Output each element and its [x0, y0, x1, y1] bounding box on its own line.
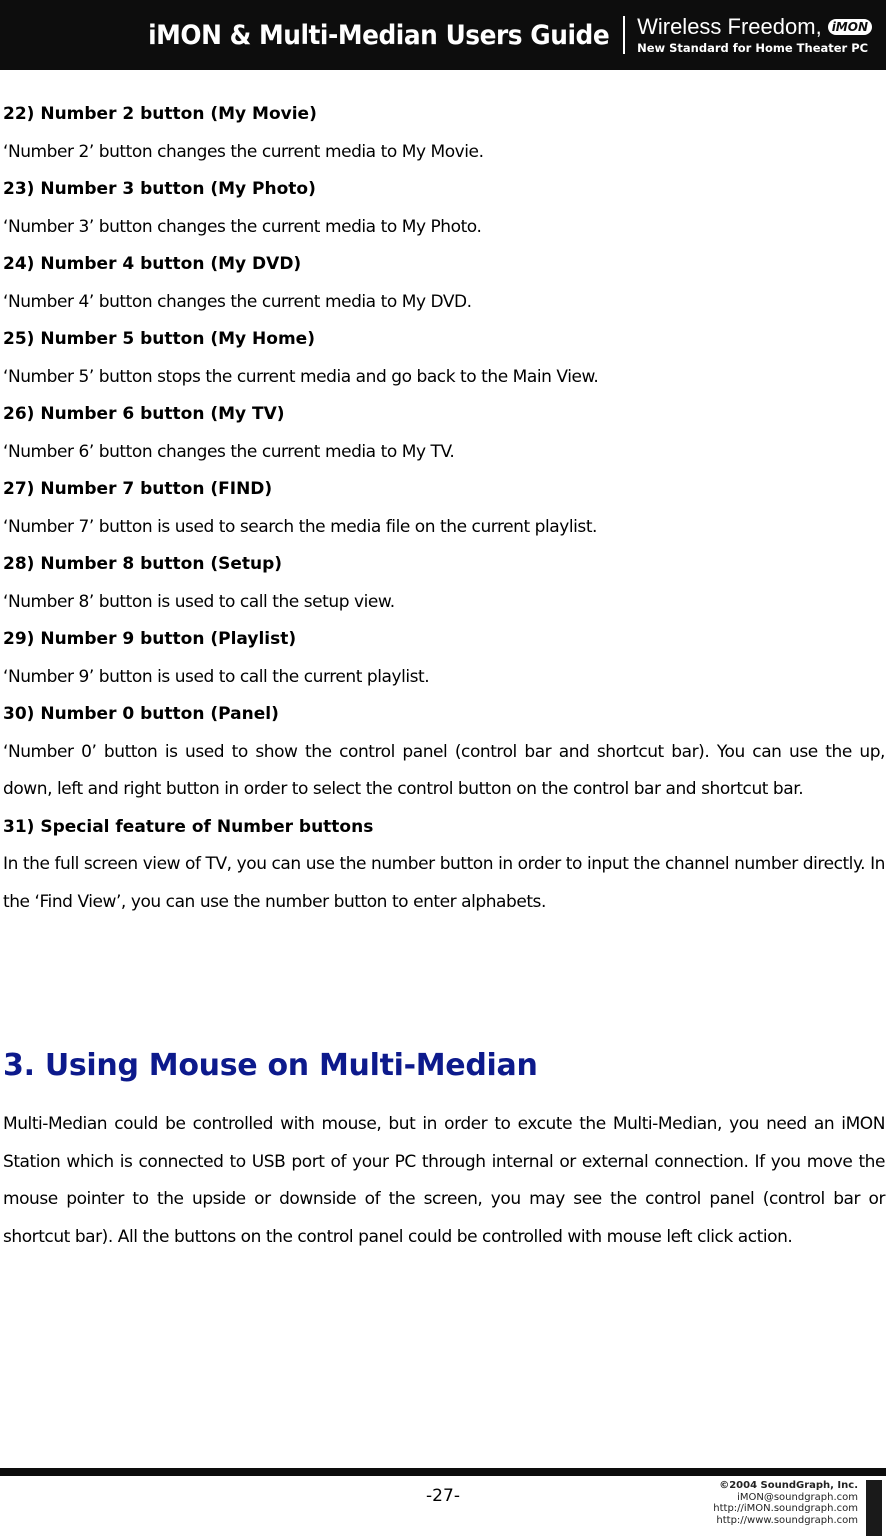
footer-url-imon: http://iMON.soundgraph.com	[713, 1503, 858, 1514]
footer-credits	[713, 1480, 858, 1526]
footer-copyright: ©2004 SoundGraph, Inc.	[719, 1480, 858, 1491]
header-separator	[623, 16, 625, 54]
item-text-24: ‘Number 4’ button changes the current media to My DVD.	[3, 291, 472, 312]
section-paragraph: Multi-Median could be controlled with mouse, but in order to excute the Multi-Median, you need an iMON Station which is connected to USB port of your PC through internal or external connection. If you move the mouse pointer to the upside or downside of the screen, you may see the control panel (control bar or shortcut bar). All the buttons on the control panel could be controlled with mouse left click action.	[3, 1114, 885, 1247]
item-text-28: ‘Number 8’ button is used to call the setup view.	[3, 591, 395, 612]
header-tagline: Wireless Freedom,	[637, 13, 822, 39]
document-title: iMON & Multi-Median Users Guide	[147, 19, 610, 51]
item-heading-24: 24) Number 4 button (My DVD)	[3, 254, 302, 274]
item-heading-25: 25) Number 5 button (My Home)	[3, 329, 315, 349]
header-tagline-row	[637, 13, 872, 39]
item-text-23: ‘Number 3’ button changes the current media to My Photo.	[3, 216, 482, 237]
header-branding	[637, 13, 872, 55]
item-text-29: ‘Number 9’ button is used to call the current playlist.	[3, 666, 430, 687]
header-subtitle: New Standard for Home Theater PC	[637, 40, 869, 55]
item-text-27: ‘Number 7’ button is used to search the media file on the current playlist.	[3, 516, 597, 537]
imon-logo: iMON	[828, 19, 872, 35]
item-heading-26: 26) Number 6 button (My TV)	[3, 404, 285, 424]
footer-email: iMON@soundgraph.com	[737, 1491, 858, 1503]
item-text-31: In the full screen view of TV, you can use the number button in order to input the channel number directly. In the ‘Find View’, you can use the number button to enter alphabets.	[3, 854, 885, 912]
footer-rule	[0, 1468, 886, 1476]
page-number: -27-	[426, 1486, 460, 1506]
item-heading-23: 23) Number 3 button (My Photo)	[3, 179, 316, 199]
item-heading-28: 28) Number 8 button (Setup)	[3, 554, 283, 574]
section-heading: 3. Using Mouse on Multi-Median	[3, 1048, 538, 1083]
item-text-26: ‘Number 6’ button changes the current media to My TV.	[3, 441, 455, 462]
item-text-22: ‘Number 2’ button changes the current media to My Movie.	[3, 141, 484, 162]
item-text-30: ‘Number 0’ button is used to show the control panel (control bar and shortcut bar). You can use the up, down, left and right button in order to select the control button on the control bar and shortcut bar.	[3, 741, 885, 799]
item-heading-30: 30) Number 0 button (Panel)	[3, 704, 279, 724]
footer-side-bar	[866, 1480, 882, 1536]
item-heading-29: 29) Number 9 button (Playlist)	[3, 629, 297, 649]
item-heading-31: 31) Special feature of Number buttons	[3, 816, 374, 837]
footer-url-www: http://www.soundgraph.com	[716, 1514, 858, 1526]
header-banner	[0, 0, 886, 70]
item-heading-27: 27) Number 7 button (FIND)	[3, 479, 273, 499]
item-text-25: ‘Number 5’ button stops the current media and go back to the Main View.	[3, 366, 599, 387]
item-heading-22: 22) Number 2 button (My Movie)	[3, 104, 317, 124]
main-content	[3, 96, 885, 921]
